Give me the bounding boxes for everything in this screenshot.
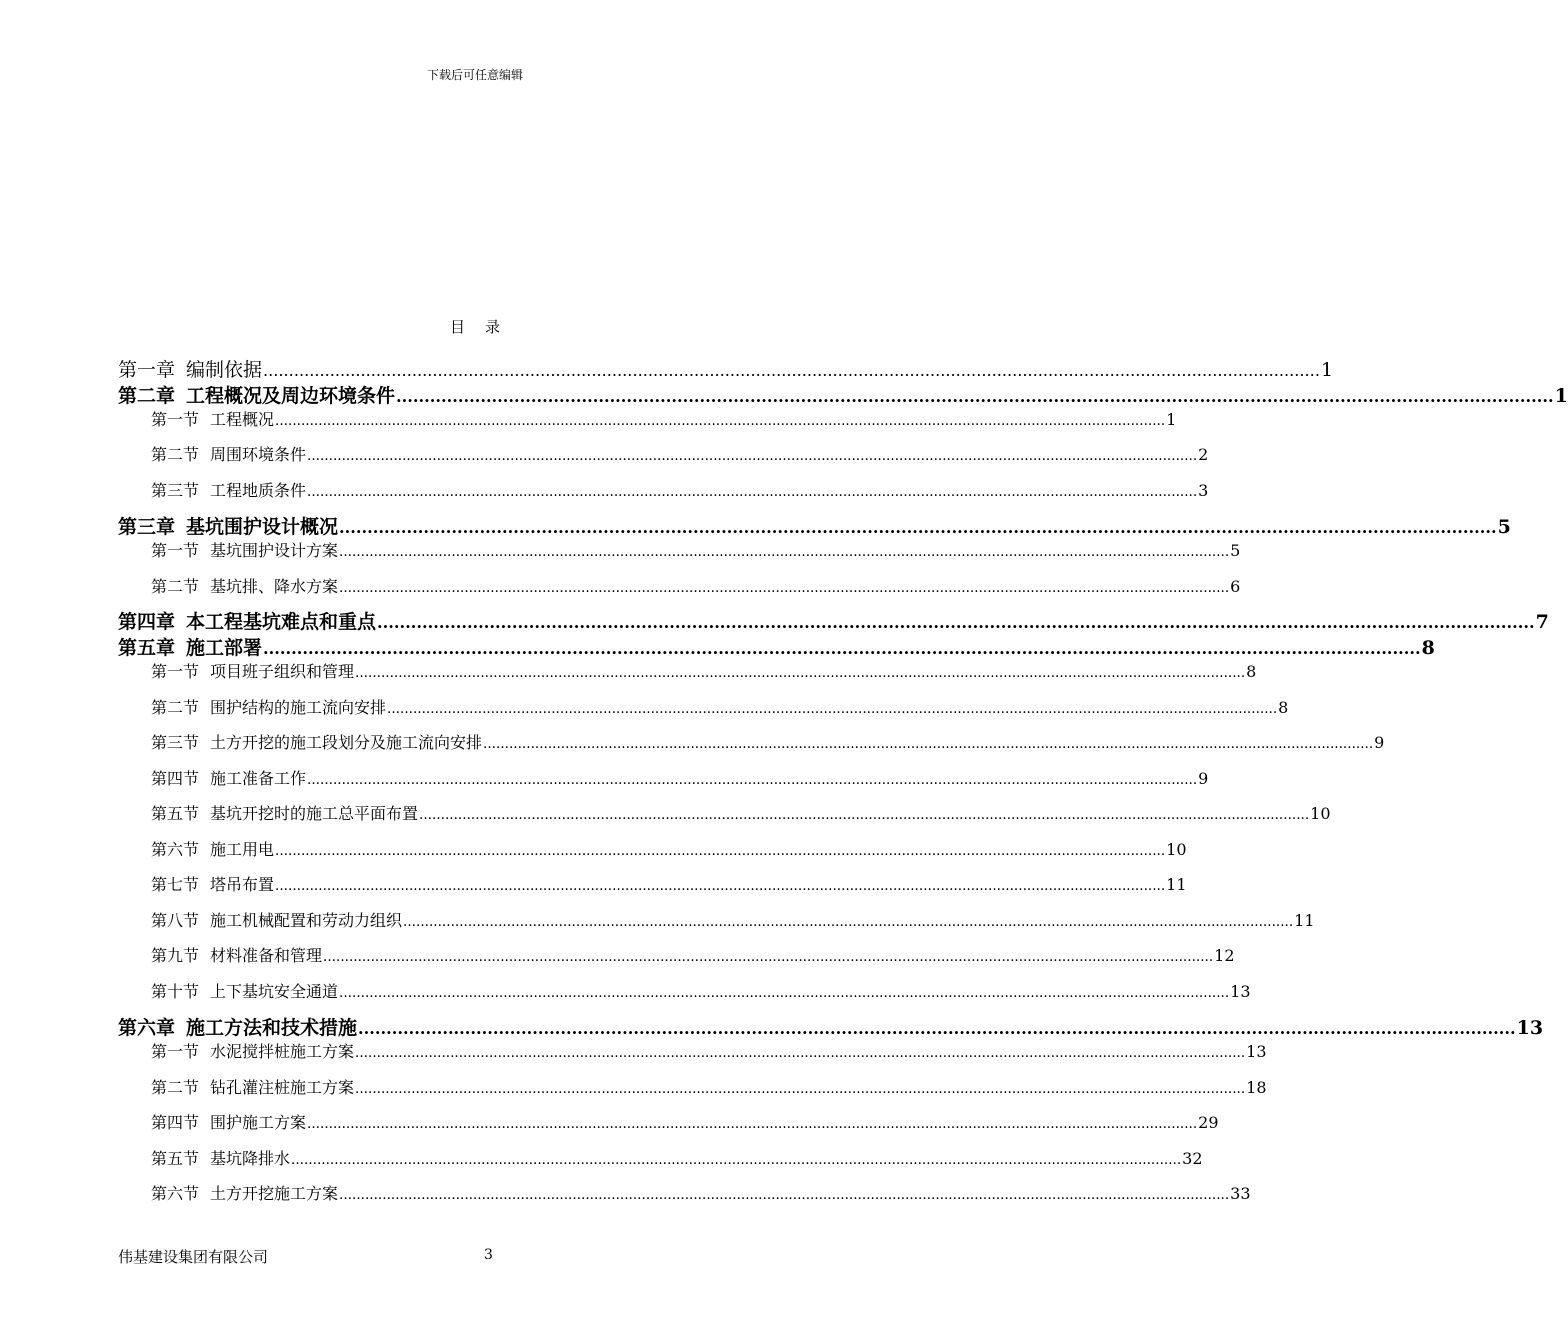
leader-dots: .............................................................................................................................................................................................................. [323,949,1214,965]
toc-page: 1 [1554,385,1568,407]
toc-chapter[interactable]: 第五章 施工部署 .............................................................................................................................................................................................................. 8 [118,637,1435,659]
leader-dots: .............................................................................................................................................................................................................. [339,1187,1230,1203]
toc-section[interactable]: 第七节 塔吊布置 .............................................................................................................................................................................................................. 11 [151,875,1187,894]
toc-page: 13 [1230,982,1251,1001]
leader-dots: .............................................................................................................................................................................................................. [387,701,1278,717]
toc-section[interactable]: 第二节 钻孔灌注桩施工方案 .............................................................................................................................................................................................................. 18 [151,1078,1267,1097]
toc-page: 8 [1278,698,1289,717]
toc-page: 12 [1214,946,1235,965]
toc-chapter[interactable]: 第二章 工程概况及周边环境条件 .............................................................................................................................................................................................................. 1 [118,385,1568,407]
footer-company: 伟基建设集团有限公司 [118,1248,269,1266]
toc-section[interactable]: 第五节 基坑降排水 .............................................................................................................................................................................................................. 32 [151,1149,1203,1168]
leader-dots: .............................................................................................................................................................................................................. [483,736,1374,752]
toc-section[interactable]: 第一节 工程概况 .............................................................................................................................................................................................................. 1 [151,410,1177,429]
toc-page: 1 [1320,359,1334,381]
toc-chapter[interactable]: 第四章 本工程基坑难点和重点 .............................................................................................................................................................................................................. 7 [118,611,1549,633]
leader-dots: .............................................................................................................................................................................................................. [263,361,1320,380]
toc-section[interactable]: 第二节 围护结构的施工流向安排 .............................................................................................................................................................................................................. 8 [151,698,1289,717]
toc-section[interactable]: 第五节 基坑开挖时的施工总平面布置 .............................................................................................................................................................................................................. 10 [151,804,1331,823]
toc-section[interactable]: 第二节 基坑排、降水方案 .............................................................................................................................................................................................................. 6 [151,577,1241,596]
leader-dots: .............................................................................................................................................................................................................. [419,807,1310,823]
toc-section[interactable]: 第一节 水泥搅拌桩施工方案 .............................................................................................................................................................................................................. 13 [151,1042,1267,1061]
leader-dots: .............................................................................................................................................................................................................. [339,580,1230,596]
toc-page: 5 [1497,516,1511,538]
toc-section[interactable]: 第四节 施工准备工作 .............................................................................................................................................................................................................. 9 [151,769,1209,788]
toc-page: 11 [1166,875,1187,894]
toc-page: 13 [1246,1042,1267,1061]
toc-chapter[interactable]: 第三章 基坑围护设计概况 .............................................................................................................................................................................................................. 5 [118,516,1511,538]
toc-section[interactable]: 第六节 土方开挖施工方案 .............................................................................................................................................................................................................. 33 [151,1184,1251,1203]
leader-dots: .............................................................................................................................................................................................................. [339,985,1230,1001]
toc-section[interactable]: 第一节 项目班子组织和管理 .............................................................................................................................................................................................................. 8 [151,662,1257,681]
leader-dots: .............................................................................................................................................................................................................. [355,1045,1246,1061]
toc-page: 32 [1182,1149,1203,1168]
leader-dots: .............................................................................................................................................................................................................. [355,1081,1246,1097]
leader-dots: .............................................................................................................................................................................................................. [307,448,1198,464]
leader-dots: .............................................................................................................................................................................................................. [307,1116,1198,1132]
toc-page: 3 [1198,481,1209,500]
toc-section[interactable]: 第一节 基坑围护设计方案 .............................................................................................................................................................................................................. 5 [151,541,1241,560]
toc-section[interactable]: 第九节 材料准备和管理 .............................................................................................................................................................................................................. 12 [151,946,1235,965]
leader-dots: .............................................................................................................................................................................................................. [307,772,1198,788]
leader-dots: .............................................................................................................................................................................................................. [275,843,1166,859]
leader-dots: .............................................................................................................................................................................................................. [275,413,1166,429]
leader-dots: .............................................................................................................................................................................................................. [307,484,1198,500]
toc-page: 8 [1246,662,1257,681]
toc-page: 11 [1294,911,1315,930]
leader-dots: .............................................................................................................................................................................................................. [377,613,1535,632]
leader-dots: .............................................................................................................................................................................................................. [355,665,1246,681]
toc-section[interactable]: 第十节 上下基坑安全通道 .............................................................................................................................................................................................................. 13 [151,982,1251,1001]
toc-page: 8 [1421,637,1435,659]
toc-page: 33 [1230,1184,1251,1203]
toc-page: 10 [1310,804,1331,823]
toc-page: 5 [1230,541,1241,560]
toc-page: 13 [1516,1017,1544,1039]
toc-section[interactable]: 第六节 施工用电 .............................................................................................................................................................................................................. 10 [151,840,1187,859]
page-header: 下载后可任意编辑 [426,68,523,82]
toc-section[interactable]: 第二节 周围环境条件 .............................................................................................................................................................................................................. 2 [151,445,1209,464]
toc-page: 2 [1198,445,1209,464]
leader-dots: .............................................................................................................................................................................................................. [291,1152,1182,1168]
leader-dots: .............................................................................................................................................................................................................. [339,518,1497,537]
toc-page: 18 [1246,1078,1267,1097]
toc-section[interactable]: 第八节 施工机械配置和劳动力组织 .............................................................................................................................................................................................................. 11 [151,911,1315,930]
toc-page: 10 [1166,840,1187,859]
leader-dots: .............................................................................................................................................................................................................. [358,1019,1516,1038]
toc-page: 29 [1198,1113,1219,1132]
toc-page: 7 [1535,611,1549,633]
leader-dots: .............................................................................................................................................................................................................. [263,639,1421,658]
toc-section[interactable]: 第三节 工程地质条件 .............................................................................................................................................................................................................. 3 [151,481,1209,500]
leader-dots: .............................................................................................................................................................................................................. [403,914,1294,930]
leader-dots: .............................................................................................................................................................................................................. [339,544,1230,560]
toc-section[interactable]: 第四节 围护施工方案 .............................................................................................................................................................................................................. 29 [151,1113,1219,1132]
footer-page-number: 3 [484,1247,493,1263]
toc-title: 目录 [449,318,520,336]
toc-page: 9 [1374,733,1385,752]
toc-page: 6 [1230,577,1241,596]
toc-page: 1 [1166,410,1177,429]
leader-dots: .............................................................................................................................................................................................................. [275,878,1166,894]
toc-page: 9 [1198,769,1209,788]
leader-dots: .............................................................................................................................................................................................................. [396,387,1554,406]
toc-chapter[interactable]: 第六章 施工方法和技术措施 .............................................................................................................................................................................................................. 13 [118,1017,1544,1039]
toc-chapter[interactable]: 第一章 编制依据 .............................................................................................................................................................................................................. 1 [118,359,1334,381]
toc-section[interactable]: 第三节 土方开挖的施工段划分及施工流向安排 .............................................................................................................................................................................................................. 9 [151,733,1385,752]
